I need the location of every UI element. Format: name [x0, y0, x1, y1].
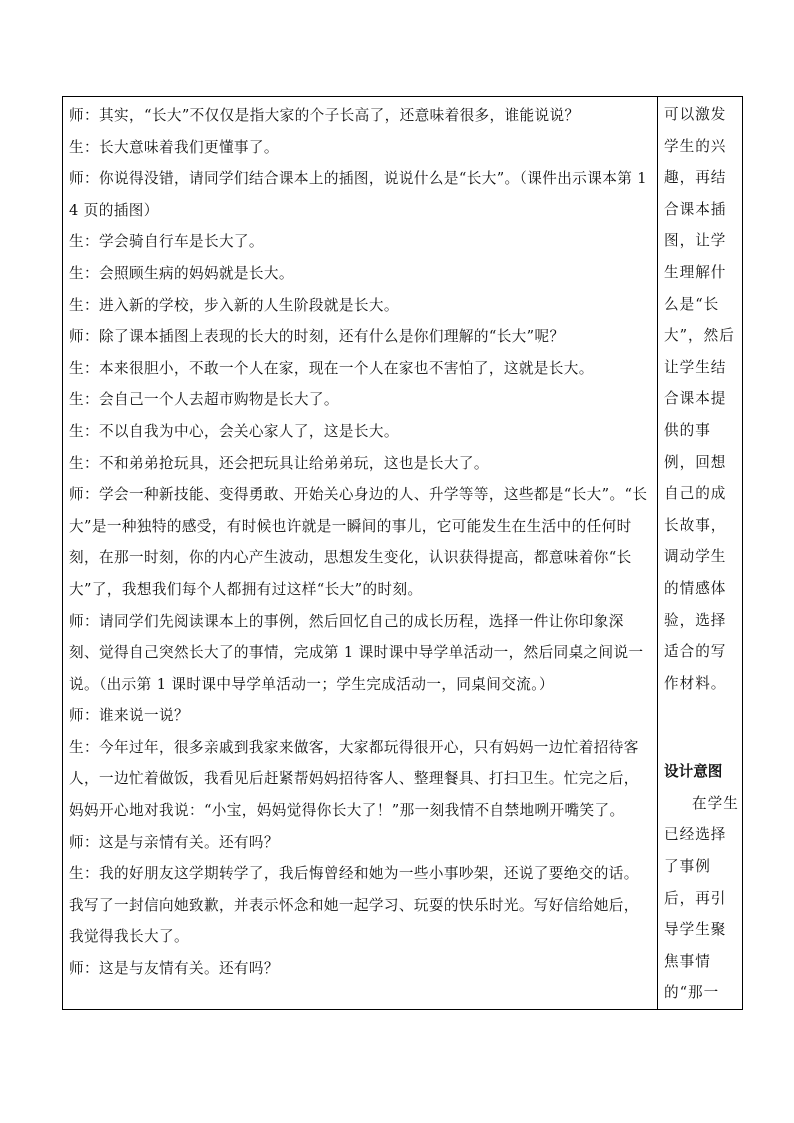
dialogue-line: 生：会自己一个人去超市购物是长大了。 — [69, 391, 339, 409]
side-note: 可以激发学生的兴趣，再结合课本插图，让学生理解什么是“长大”，然后让学生结合课本提供的事例，回想自己的成长故事，调动学生的情感体验，选择适合的写作材料。 — [664, 106, 735, 692]
dialogue-line: 生：不以自我为中心，会关心家人了，这是长大。 — [69, 422, 399, 440]
lesson-plan-table — [62, 96, 743, 1010]
dialogue-line: 生：我的好朋友这学期转学了，我后悔曾经和她为一些小事吵架，还说了要绝交的话。我写了一封信向她致歉，并表示怀念和她一起学习、玩耍的快乐时光。写好信给她后，我觉得我长大了。 — [69, 865, 639, 946]
dialogue-line: 生：会照顾生病的妈妈就是长大。 — [69, 264, 294, 282]
dialogue-line: 生：本来很胆小，不敢一个人在家，现在一个人在家也不害怕了，这就是长大。 — [69, 359, 594, 377]
dialogue-line: 师：请同学们先阅读课本上的事例，然后回忆自己的成长历程，选择一件让你印象深刻、觉得自己突然长大了的事情，完成第 1 课时课中导学单活动一，然后同桌之间说一说。（出示第 1 课时课中导学单活动一；学生完成活动一，同桌间交流。） — [69, 612, 644, 693]
side-note: 在学生已经选择了事例后，再引导学生聚焦事情的“那一 — [664, 794, 739, 1002]
dialogue-line: 师：除了课本插图上表现的长大的时刻，还有什么是你们理解的“长大”呢？ — [69, 328, 565, 346]
dialogue-line: 师：其实，“长大”不仅仅是指大家的个子长高了，还意味着很多，谁能说说？ — [69, 107, 580, 124]
dialogue-line: 师：你说得没错，请同学们结合课本上的插图，说说什么是“长大”。（课件出示课本第 14 页的插图） — [69, 170, 647, 219]
dialogue-line: 生：进入新的学校，步入新的人生阶段就是长大。 — [69, 296, 399, 314]
dialogue-line: 师：这是与友情有关。还有吗？ — [69, 960, 279, 978]
dialogue-line: 师：谁来说一说？ — [69, 707, 189, 725]
design-intent-cell — [658, 97, 743, 1010]
dialogue-line: 师：这是与亲情有关。还有吗？ — [69, 833, 279, 851]
dialogue-line: 生：长大意味着我们更懂事了。 — [69, 138, 279, 156]
dialogue-line: 生：今年过年，很多亲戚到我家来做客，大家都玩得很开心，只有妈妈一边忙着招待客人，一边忙着做饭，我看见后赶紧帮妈妈招待客人、整理餐具、打扫卫生。忙完之后，妈妈开心地对我说：“小宝，妈妈觉得你长大了！”那一刻我情不自禁地咧开嘴笑了。 — [69, 738, 639, 820]
spacer — [664, 699, 739, 756]
dialogue-line: 师：学会一种新技能、变得勇敢、开始关心身边的人、升学等等，这些都是“长大”。“长大”是一种独特的感受，有时候也许就是一瞬间的事儿，它可能发生在生活中的任何时刻，在那一时刻，你的内心产生波动，思想发生变化，认识获得提高，都意味着你“长大”了，我想我们每个人都拥有过这样“长大”的时刻。 — [69, 486, 648, 598]
dialogue-line: 生：不和弟弟抢玩具，还会把玩具让给弟弟玩，这也是长大了。 — [69, 454, 489, 472]
dialogue-cell — [63, 97, 658, 1010]
table-row — [63, 97, 743, 1010]
design-intent-heading: 设计意图 — [664, 763, 723, 781]
dialogue-line: 生：学会骑自行车是长大了。 — [69, 233, 264, 251]
